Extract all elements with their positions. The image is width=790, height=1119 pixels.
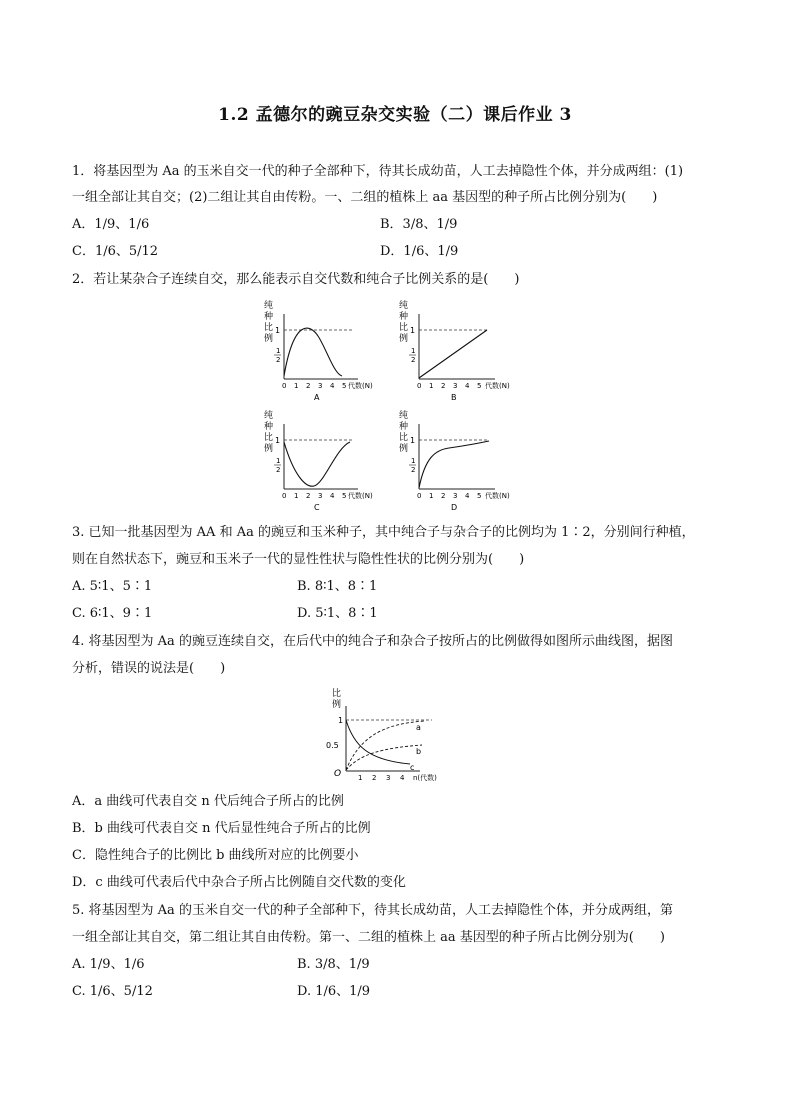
q5-option-a: A. 1/9、1/6 [72, 957, 145, 972]
y-tick-half-num: 1 [411, 347, 416, 355]
q4-option-d: D．c 曲线可代表后代中杂合子所占比例随自交代数的变化 [72, 875, 406, 890]
y-tick-half-den: 2 [276, 356, 281, 364]
y-tick-1: 1 [410, 326, 416, 335]
q2-graph-c [258, 406, 373, 516]
ylabel-char: 纯 [399, 411, 409, 421]
q2-stem-line1: 2．若让某杂合子连续自交，那么能表示自交代数和纯合子比例关系的是( ) [72, 272, 520, 287]
y-tick-1: 1 [275, 436, 281, 445]
y-tick-half-num: 1 [276, 457, 281, 465]
q3-stem-line1: 3. 已知一批基因型为 AA 和 Aa 的豌豆和玉米种子，其中纯合子与杂合子的比例均为 1∶2，分别间行种植， [72, 525, 695, 540]
x-tick: 5 [477, 382, 482, 390]
x-tick: 4 [400, 774, 405, 782]
x-tick: 3 [453, 492, 458, 500]
ylabel-char: 纯 [264, 411, 274, 421]
x-axis-label: 代数(N) [485, 382, 510, 390]
x-tick: 5 [342, 382, 347, 390]
y-tick-1: 1 [338, 716, 344, 725]
y-tick-half-num: 1 [276, 347, 281, 355]
q3-option-d: D. 5∶1、8∶1 [297, 606, 378, 621]
ylabel-char: 例 [399, 334, 409, 344]
q2-graph-b [393, 296, 523, 406]
q1-stem-line2: 一组全部让其自交；(2)二组让其自由传粉。一、二组的植株上 aa 基因型的种子所占比例分别为( ) [72, 190, 658, 205]
x-tick: 2 [372, 774, 377, 782]
q3-option-b: B. 8∶1、8∶1 [297, 579, 378, 594]
x-tick: 1 [294, 492, 299, 500]
curve [284, 442, 350, 486]
curve-label-a: a [416, 723, 421, 732]
y-tick-half-den: 2 [276, 466, 281, 474]
ylabel-char: 例 [332, 700, 342, 710]
q1-option-b: B．3/8、1/9 [380, 217, 458, 232]
ylabel-char: 例 [399, 444, 409, 454]
x-tick: 2 [441, 382, 446, 390]
q4-option-c: C．隐性纯合子的比例比 b 曲线所对应的比例要小 [72, 848, 359, 863]
x-tick: 3 [386, 774, 391, 782]
x-tick: 0 [417, 492, 422, 500]
ylabel-char: 种 [399, 422, 409, 432]
q3-option-a: A. 5∶1、5∶1 [72, 579, 153, 594]
x-tick: 3 [453, 382, 458, 390]
x-tick: 0 [417, 382, 422, 390]
x-tick: 3 [318, 382, 323, 390]
ylabel-char: 纯 [399, 301, 409, 311]
curve-label-b: b [416, 747, 422, 756]
ylabel-char: 种 [264, 312, 274, 322]
x-tick: 1 [429, 492, 434, 500]
ylabel-char: 比 [264, 433, 274, 443]
x-tick: 4 [330, 382, 335, 390]
q4-stem-line2: 分析，错误的说法是( ) [72, 661, 226, 676]
y-tick-half-num: 1 [411, 457, 416, 465]
q2-graph-a [258, 296, 373, 406]
curve [419, 330, 487, 378]
graph-label: D [451, 503, 458, 512]
x-tick: 1 [358, 774, 363, 782]
y-tick-half-den: 2 [411, 466, 416, 474]
x-axis-label: 代数(N) [348, 382, 373, 390]
q3-option-c: C. 6∶1、9∶1 [72, 606, 153, 621]
ylabel-char: 比 [399, 433, 409, 443]
page-title: 1.2 孟德尔的豌豆杂交实验（二）课后作业 3 [218, 105, 572, 125]
q4-stem-line1: 4. 将基因型为 Aa 的豌豆连续自交，在后代中的纯合子和杂合子按所占的比例做得如图所示曲线图，据图 [72, 634, 673, 649]
x-tick: 0 [282, 492, 287, 500]
curve-c [346, 720, 410, 764]
q2-graph-d [393, 406, 523, 516]
ylabel-char: 例 [264, 334, 274, 344]
q1-option-d: D．1/6、1/9 [380, 244, 459, 259]
x-tick: 4 [330, 492, 335, 500]
x-axis-label: n(代数) [413, 774, 437, 782]
ylabel-char: 例 [264, 444, 274, 454]
q4-option-a: A．a 曲线可代表自交 n 代后纯合子所占的比例 [72, 794, 344, 809]
graph-label: B [451, 393, 457, 402]
x-tick: 3 [318, 492, 323, 500]
q1-option-c: C．1/6、5/12 [72, 244, 159, 259]
q5-stem-line2: 一组全部让其自交，第二组让其自由传粉。第一、二组的植株上 aa 基因型的种子所占比例分别为( ) [72, 930, 665, 945]
ylabel-char: 种 [399, 312, 409, 322]
y-tick-1: 1 [275, 326, 281, 335]
x-tick: 5 [342, 492, 347, 500]
x-tick: 1 [294, 382, 299, 390]
y-tick-1: 1 [410, 436, 416, 445]
ylabel-char: 比 [332, 689, 342, 699]
curve [419, 441, 489, 488]
q3-stem-line2: 则在自然状态下，豌豆和玉米子一代的显性性状与隐性性状的比例分别为( ) [72, 552, 525, 567]
x-tick: 0 [282, 382, 287, 390]
q5-option-d: D. 1/6、1/9 [297, 984, 371, 999]
x-axis-label: 代数(N) [485, 492, 510, 500]
q5-option-c: C. 1/6、5/12 [72, 984, 153, 999]
q4-option-b: B．b 曲线可代表自交 n 代后显性纯合子所占的比例 [72, 821, 371, 836]
x-tick: 2 [306, 382, 311, 390]
q5-option-b: B. 3/8、1/9 [297, 957, 370, 972]
graph-label: A [314, 393, 320, 402]
curve [284, 328, 342, 376]
q1-option-a: A．1/9、1/6 [72, 217, 150, 232]
x-tick: 1 [429, 382, 434, 390]
q1-stem-line1: 1．将基因型为 Aa 的玉米自交一代的种子全部种下，待其长成幼苗，人工去掉隐性个体，并分成两组：(1) [72, 164, 684, 179]
q5-stem-line1: 5. 将基因型为 Aa 的玉米自交一代的种子全部种下，待其长成幼苗，人工去掉隐性个体，并分成两组，第 [72, 903, 673, 918]
q4-curve-figure [312, 684, 442, 786]
ylabel-char: 种 [264, 422, 274, 432]
y-tick-half-den: 2 [411, 356, 416, 364]
x-tick: 2 [441, 492, 446, 500]
x-tick: 4 [465, 492, 470, 500]
ylabel-char: 纯 [264, 301, 274, 311]
x-tick: 5 [477, 492, 482, 500]
ylabel-char: 比 [399, 323, 409, 333]
x-tick: 2 [306, 492, 311, 500]
y-tick-05: 0.5 [326, 741, 339, 750]
curve-label-c: c [410, 763, 415, 772]
x-tick: 4 [465, 382, 470, 390]
ylabel-char: 比 [264, 323, 274, 333]
graph-label: C [314, 503, 320, 512]
x-axis-label: 代数(N) [348, 492, 373, 500]
origin-label: O [334, 769, 342, 779]
